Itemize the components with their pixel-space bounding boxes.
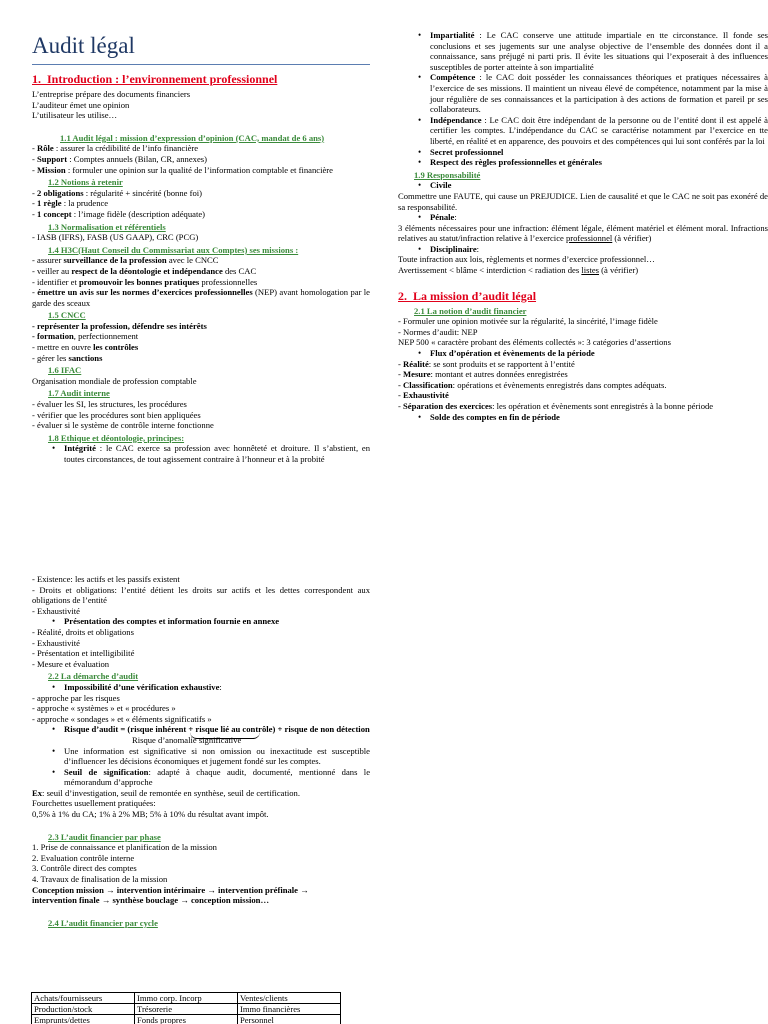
table-row	[32, 1015, 341, 1024]
list-item: 1. Prise de connaissance et planification de la mission	[32, 842, 217, 853]
table-cell: Immo corp. Incorp	[135, 993, 238, 1004]
list-item: - 2 obligations : régularité + sincérité (bonne foi)	[32, 187, 203, 198]
list-item: - 1 concept : l’image fidèle (description adéquate)	[32, 208, 206, 219]
table-cell: Ventes/clients	[238, 993, 341, 1004]
section-2-2-heading: 2.2 La démarche d’audit	[48, 671, 139, 682]
table-row	[32, 993, 341, 1004]
bullet-item: • Solde des comptes en fin de période	[398, 412, 768, 423]
cycles-table	[31, 992, 341, 1024]
paragraph: Fourchettes usuellement pratiquées:	[32, 798, 156, 809]
list-item: - IASB (IFRS), FASB (US GAAP), CRC (PCG)	[32, 232, 199, 243]
section-2-heading: 2. La mission d’audit légal	[398, 288, 537, 303]
list-item: - assurer surveillance de la profession avec le CNCC	[32, 255, 219, 266]
table-cell: Achats/fournisseurs	[32, 993, 135, 1004]
section-2-1-heading: 2.1 La notion d’audit financier	[414, 305, 527, 316]
table-cell: Immo financières	[238, 1004, 341, 1015]
list-item: - Formuler une opinion motivée sur la régularité, la sincérité, l’image fidèle	[398, 316, 658, 327]
bullet-item: • Seuil de signification: adapté à chaque audit, documenté, mentionné dans le mémorandum d’approche	[32, 767, 370, 788]
section-2-3-heading: 2.3 L’audit financier par phase	[48, 831, 161, 842]
list-item: - formation, perfectionnement	[32, 331, 139, 342]
list-item: 2. Evaluation contrôle interne	[32, 852, 135, 863]
list-item: - Réalité, droits et obligations	[32, 626, 134, 637]
right-column	[398, 30, 768, 422]
bullet-item: • Impossibilité d’une vérification exhaustive:	[32, 682, 370, 693]
list-item: - mettre en ouvre les contrôles	[32, 342, 139, 353]
table-cell: Personnel	[238, 1015, 341, 1024]
list-item: - représenter la profession, défendre ses intérêts	[32, 320, 207, 331]
paragraph: 3 éléments nécessaires pour une infraction: élément légale, élément matériel et élément moral. Infractions relatives au statut/infraction relative à l’exercice professionnel (à vérifier)	[398, 222, 768, 244]
list-item: - Présentation et intelligibilité	[32, 648, 135, 659]
list-item: - Rôle : assurer la crédibilité de l’info financière	[32, 143, 199, 154]
table-row	[32, 1004, 341, 1015]
list-item: - Exhaustivité	[398, 390, 449, 401]
list-item: - gérer les sanctions	[32, 352, 103, 363]
section-2-4-heading: 2.4 L’audit financier par cycle	[48, 917, 158, 928]
bullet-item: • Impartialité : Le CAC conserve une attitude impartiale en tte circonstance. Il fonde ses conclusions et ses jugements sur une analyse objective de l’ensemble des données dont il a connaissance, sans préjugé ni parti pris. Il évite les situations qui l’exposerait à des influences susceptibles de porter atteinte à son impartialité	[398, 30, 768, 72]
section-1-8-heading: 1.8 Ethique et déontologie, principes:	[48, 432, 185, 443]
bullet-item: • Indépendance : Le CAC doit être indépendant de la personne ou de l’entité dont il est appelé à certifier les comptes. L’indépendance du CAC se caractérise notamment par l’exercice en tte liberté, en réalité et en apparence, des pouvoirs et des compétences qui lui sont conférés par la loi	[398, 115, 768, 147]
list-item: - Classification: opérations et évènements enregistrés dans comptes adéquats.	[398, 379, 667, 390]
bullet-item: • Secret professionnel	[398, 147, 768, 158]
section-1-7-heading: 1.7 Audit interne	[48, 388, 110, 399]
section-1-2-heading: 1.2 Notions à retenir	[48, 177, 123, 188]
list-item: - évaluer les SI, les structures, les procédures	[32, 399, 187, 410]
list-item: - Mission : formuler une opinion sur la qualité de l’information comptable et financière	[32, 164, 333, 175]
bullet-item: • Compétence : le CAC doit posséder les connaissances théoriques et pratiques nécessaires à l’exercice de ses missions. Il maintient un niveau élevé de compétence, notamment par la mise à jour régulière de ses connaissances et la participation à des actions de formation et pareil pr ses collaborateurs.	[398, 72, 768, 114]
list-item: NEP 500 « caractère probant des éléments collectés »: 3 catégories d’assertions	[398, 337, 671, 348]
page-title: Audit légal	[32, 33, 135, 58]
list-item: 3. Contrôle direct des comptes	[32, 863, 137, 874]
bullet-item: • Une information est significative si non omission ou inexactitude est susceptible d’influencer les décisions économiques et jugement fondé sur les comptes.	[32, 746, 370, 767]
bullet-item: • Risque d’audit = (risque inhérent + risque lié au contrôle) + risque de non détection	[32, 724, 370, 735]
left-column	[32, 30, 370, 465]
list-item: - Mesure et évaluation	[32, 658, 110, 669]
paragraph: Commettre une FAUTE, qui cause un PREJUDICE. Lien de causalité et que le CAC ne soit pas exonéré de sa responsabilité.	[398, 190, 768, 212]
list-item: - Existence: les actifs et les passifs existent	[32, 574, 180, 584]
section-1-heading: 1. Introduction : l’environnement professionnel	[32, 72, 278, 86]
list-item: - 1 règle : la prudence	[32, 198, 109, 209]
table-cell: Production/stock	[32, 1004, 135, 1015]
intro-line: L’utilisateur les utilise…	[32, 110, 118, 121]
bullet-item: • Intégrité : le CAC exerce sa profession avec honnêteté et droiture. Il s’abstient, en toutes circonstances, de tout agissement contraire à l’honneur et à la probité	[32, 443, 370, 464]
list-item: - vérifier que les procédures sont bien appliquées	[32, 409, 201, 420]
flow-line: Conception mission → intervention intérimaire → intervention préfinale →	[32, 884, 309, 895]
list-item: - Réalité: se sont produits et se rapportent à l’entité	[398, 358, 575, 369]
flow-line: intervention finale → synthèse bouclage → conception mission…	[32, 895, 270, 906]
section-1-9-heading: 1.9 Responsabilité	[414, 169, 481, 180]
lower-left-column	[32, 574, 370, 928]
section-1-6-heading: 1.6 IFAC	[48, 365, 82, 376]
list-item: - évaluer si le système de contrôle interne fonctionne	[32, 420, 214, 431]
paragraph: 0,5% à 1% du CA; 1% à 2% MB; 5% à 10% du résultat avant impôt.	[32, 809, 269, 820]
list-item: - veiller au respect de la déontologie et indépendance des CAC	[32, 265, 257, 276]
table-cell: Fonds propres	[135, 1015, 238, 1024]
section-1-3-heading: 1.3 Normalisation et référentiels	[48, 221, 166, 232]
list-item: - Mesure: montant et autres données enregistrées	[398, 369, 568, 380]
paragraph: Toute infraction aux lois, règlements et normes d’exercice professionnel…	[398, 254, 655, 265]
bullet-item: • Présentation des comptes et information fournie en annexe	[32, 616, 370, 627]
list-item: - Droits et obligations: l’entité détient les droits sur actifs et les dettes correspondent aux obligations de l’entité	[32, 584, 370, 606]
bullet-item: • Flux d’opération et évènements de la période	[398, 348, 768, 359]
list-item: - Support : Comptes annuels (Bilan, CR, annexes)	[32, 153, 207, 164]
intro-line: L’entreprise prépare des documents financiers	[32, 89, 191, 99]
brace-annotation: Risque d’anomalie significative	[32, 735, 370, 746]
list-item: Organisation mondiale de profession comptable	[32, 375, 197, 386]
list-item: - approche par les risques	[32, 692, 120, 703]
section-1-5-heading: 1.5 CNCC	[48, 310, 86, 321]
bullet-item: • Disciplinaire:	[398, 244, 768, 255]
bullet-item: • Pénale:	[398, 212, 768, 223]
list-item: - Normes d’audit: NEP	[398, 326, 478, 337]
section-1-4-heading: 1.4 H3C(Haut Conseil du Commissariat aux Comptes) ses missions :	[48, 244, 299, 255]
section-1-1-heading: 1.1 Audit légal : mission d’expression d’opinion (CAC, mandat de 6 ans)	[60, 132, 325, 143]
table-cell: Trésorerie	[135, 1004, 238, 1015]
list-item: - émettre un avis sur les normes d’exercices professionnelles (NEP) avant homologation par le garde des sceaux	[32, 287, 370, 308]
bullet-item: • Respect des règles professionnelles et générales	[398, 157, 768, 168]
paragraph: Avertissement < blâme < interdiction < radiation des listes (à vérifier)	[398, 265, 639, 276]
list-item: - Séparation des exercices: les opération et évènements sont enregistrés à la bonne période	[398, 401, 714, 411]
list-item: 4. Travaux de finalisation de la mission	[32, 874, 168, 885]
list-item: - approche « sondages » et « éléments significatifs »	[32, 713, 212, 724]
list-item: - identifier et promouvoir les bonnes pratiques professionnelles	[32, 276, 258, 287]
list-item: - approche « systèmes » et « procédures »	[32, 703, 176, 714]
list-item: - Exhaustivité	[32, 605, 80, 616]
paragraph: Ex: seuil d’investigation, seuil de remontée en synthèse, seuil de certification.	[32, 787, 301, 798]
list-item: - Exhaustivité	[32, 637, 80, 648]
intro-line: L’auditeur émet une opinion	[32, 99, 130, 110]
title-divider	[32, 64, 370, 65]
bullet-item: • Civile	[398, 180, 768, 191]
table-cell: Emprunts/dettes	[32, 1015, 135, 1024]
